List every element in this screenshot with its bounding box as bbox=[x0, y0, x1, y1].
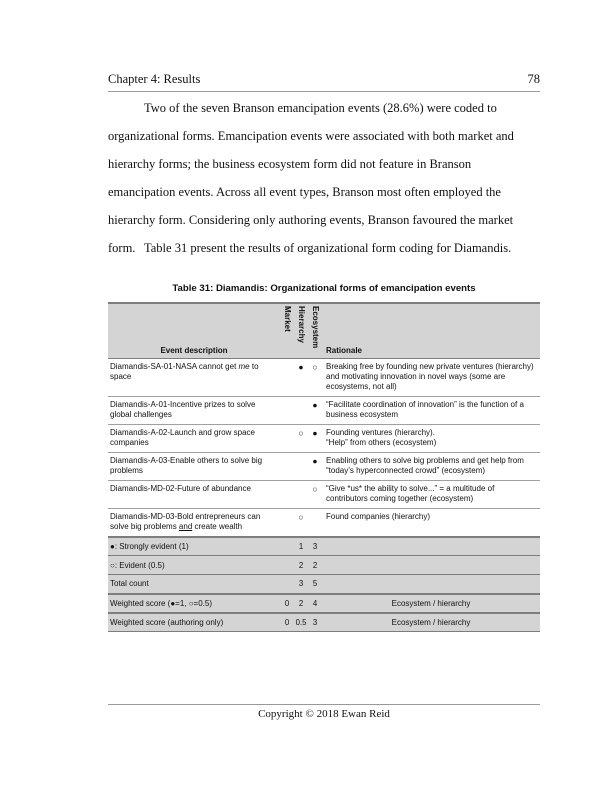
summary-market: 0 bbox=[280, 613, 294, 632]
summary-result: Ecosystem / hierarchy bbox=[322, 594, 540, 613]
table-caption: Table 31: Diamandis: Organizational forms of emancipation events bbox=[172, 283, 476, 294]
hierarchy-mark: ● bbox=[294, 358, 308, 396]
event-description: Diamandis-MD-02-Future of abundance bbox=[108, 480, 280, 508]
summary-ecosystem: 5 bbox=[308, 575, 322, 594]
event-text-end: create wealth bbox=[192, 521, 243, 531]
summary-hierarchy: 2 bbox=[294, 594, 308, 613]
summary-ecosystem: 3 bbox=[308, 537, 322, 556]
organizational-forms-table bbox=[108, 302, 540, 632]
rationale: Enabling others to solve big problems and get help from “today’s hyperconnected crowd” (ecosystem) bbox=[322, 452, 540, 480]
rationale-line: Founding ventures (hierarchy). bbox=[326, 427, 435, 437]
rationale: Found companies (hierarchy) bbox=[322, 508, 540, 537]
ecosystem-mark bbox=[308, 508, 322, 537]
header-divider bbox=[108, 91, 540, 92]
rationale bbox=[322, 424, 540, 452]
event-text-end: to space bbox=[110, 361, 259, 381]
summary-ecosystem: 4 bbox=[308, 594, 322, 613]
table-row bbox=[108, 358, 540, 396]
summary-label: ●: Strongly evident (1) bbox=[108, 537, 280, 556]
footer-divider bbox=[108, 704, 540, 705]
page-number: 78 bbox=[527, 72, 540, 86]
summary-row-weighted-authoring bbox=[108, 613, 540, 632]
table-header-row bbox=[108, 303, 540, 358]
summary-market bbox=[280, 575, 294, 594]
hierarchy-mark: ○ bbox=[294, 424, 308, 452]
body-paragraph-1: Two of the seven Branson emancipation events (28.6%) were coded to organizational forms. Emancipation events were associated with both market and hierarchy forms; the business ecosystem form did not feature in Branson emancipation events. Across all event types, Branson most often employed the hierarchy form. Considering only authoring events, Branson favoured the market form. bbox=[108, 101, 514, 255]
ecosystem-mark: ● bbox=[308, 452, 322, 480]
rationale-line: “Help” from others (ecosystem) bbox=[326, 437, 437, 447]
market-mark bbox=[280, 396, 294, 424]
table-row bbox=[108, 480, 540, 508]
ecosystem-mark: ● bbox=[308, 396, 322, 424]
summary-market bbox=[280, 556, 294, 575]
table-row bbox=[108, 508, 540, 537]
summary-market: 0 bbox=[280, 594, 294, 613]
event-text: Diamandis-MD-03-Bold entrepreneurs can solve big problems bbox=[110, 511, 261, 531]
header-market bbox=[280, 303, 294, 358]
hierarchy-mark bbox=[294, 480, 308, 508]
market-mark bbox=[280, 508, 294, 537]
header-rationale: Rationale bbox=[322, 303, 540, 358]
summary-label: ○: Evident (0.5) bbox=[108, 556, 280, 575]
ecosystem-mark: ○ bbox=[308, 480, 322, 508]
event-text-underlined: and bbox=[178, 521, 193, 531]
event-description bbox=[108, 508, 280, 537]
rationale: Breaking free by founding new private ventures (hierarchy) and motivating innovation in novel ways (some are ecosystems, not all) bbox=[322, 358, 540, 396]
header-event-description: Event description bbox=[108, 303, 280, 358]
summary-label: Weighted score (authoring only) bbox=[108, 613, 280, 632]
event-text-emphasis: me bbox=[238, 361, 250, 371]
summary-row-total bbox=[108, 575, 540, 594]
market-mark bbox=[280, 480, 294, 508]
summary-ecosystem: 2 bbox=[308, 556, 322, 575]
hierarchy-mark: ○ bbox=[294, 508, 308, 537]
hierarchy-mark bbox=[294, 452, 308, 480]
summary-result: Ecosystem / hierarchy bbox=[322, 613, 540, 632]
ecosystem-mark: ○ bbox=[308, 358, 322, 396]
header-ecosystem bbox=[308, 303, 322, 358]
event-description bbox=[108, 358, 280, 396]
table-row bbox=[108, 424, 540, 452]
event-description: Diamandis-A-01-Incentive prizes to solve global challenges bbox=[108, 396, 280, 424]
rationale: “Facilitate coordination of innovation” is the function of a business ecosystem bbox=[322, 396, 540, 424]
summary-hierarchy: 3 bbox=[294, 575, 308, 594]
summary-result bbox=[322, 575, 540, 594]
summary-row-weighted bbox=[108, 594, 540, 613]
event-text: Diamandis-SA-01-NASA cannot get bbox=[110, 361, 239, 371]
summary-hierarchy: 0.5 bbox=[294, 613, 308, 632]
market-mark bbox=[280, 452, 294, 480]
rationale: “Give *us* the ability to solve...” = a multitude of contributors coming together (ecosystem) bbox=[322, 480, 540, 508]
summary-label: Total count bbox=[108, 575, 280, 594]
header-ecosystem-label: Ecosystem bbox=[311, 306, 320, 349]
copyright-footer: Copyright © 2018 Ewan Reid bbox=[258, 708, 390, 720]
summary-market bbox=[280, 537, 294, 556]
summary-hierarchy: 1 bbox=[294, 537, 308, 556]
summary-hierarchy: 2 bbox=[294, 556, 308, 575]
market-mark bbox=[280, 424, 294, 452]
event-description: Diamandis-A-02-Launch and grow space companies bbox=[108, 424, 280, 452]
summary-label: Weighted score (●=1, ○=0.5) bbox=[108, 594, 280, 613]
summary-result bbox=[322, 556, 540, 575]
table-row bbox=[108, 452, 540, 480]
table-row bbox=[108, 396, 540, 424]
ecosystem-mark: ● bbox=[308, 424, 322, 452]
summary-ecosystem: 3 bbox=[308, 613, 322, 632]
header-market-label: Market bbox=[283, 306, 292, 332]
body-paragraph-2: Table 31 present the results of organizational form coding for Diamandis. bbox=[144, 241, 512, 255]
summary-row-evident bbox=[108, 556, 540, 575]
running-header bbox=[108, 72, 540, 88]
summary-result bbox=[322, 537, 540, 556]
header-hierarchy-label: Hierarchy bbox=[297, 306, 306, 343]
event-description: Diamandis-A-03-Enable others to solve big problems bbox=[108, 452, 280, 480]
header-hierarchy bbox=[294, 303, 308, 358]
chapter-title: Chapter 4: Results bbox=[108, 72, 201, 86]
summary-row-strong bbox=[108, 537, 540, 556]
hierarchy-mark bbox=[294, 396, 308, 424]
market-mark bbox=[280, 358, 294, 396]
